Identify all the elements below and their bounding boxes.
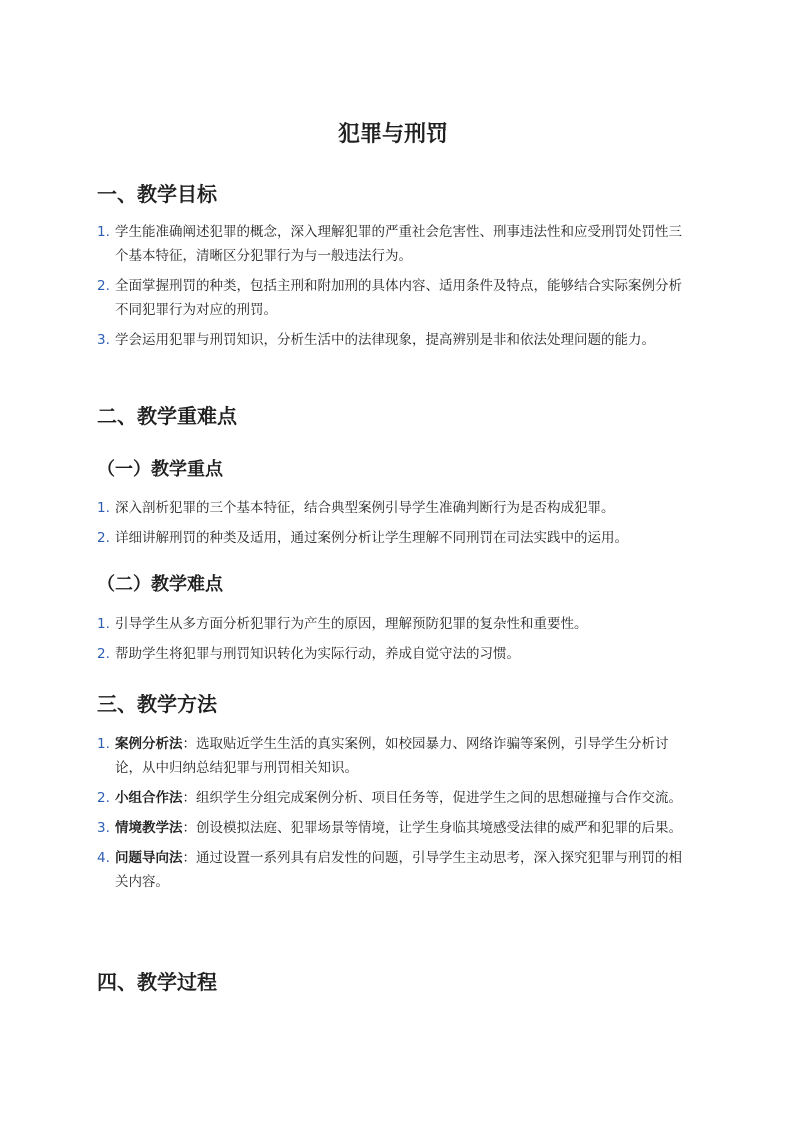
list-item-text: 详细讲解刑罚的种类及适用，通过案例分析让学生理解不同刑罚在司法实践中的运用。: [115, 530, 628, 546]
page-title: 犯罪与刑罚: [337, 122, 448, 147]
list-item-text: 全面掌握刑罚的种类，包括主刑和附加刑的具体内容、适用条件及特点，能够结合实际案例分析不同犯罪行为对应的刑罚。: [115, 278, 682, 318]
list-item: [97, 220, 689, 268]
list-item: [97, 846, 689, 894]
method-term: 问题导向法: [115, 850, 183, 866]
list-item-text: 深入剖析犯罪的三个基本特征，结合典型案例引导学生准确判断行为是否构成犯罪。: [115, 500, 615, 516]
list-item: [97, 732, 689, 780]
section-heading-key-points: 二、教学重难点: [97, 404, 237, 428]
list-number: 4.: [97, 850, 110, 866]
list-item: [97, 786, 689, 810]
list-item: [97, 328, 689, 352]
list-number: 1.: [97, 500, 110, 516]
section-heading-process: 四、教学过程: [97, 970, 217, 994]
list-number: 1.: [97, 736, 110, 752]
list-item: [97, 526, 689, 550]
subsection-heading-focus: （一）教学重点: [97, 459, 223, 480]
method-term: 小组合作法: [115, 790, 183, 806]
list-number: 3.: [97, 820, 110, 836]
section-heading-goals: 一、教学目标: [97, 182, 217, 206]
list-item: [97, 612, 689, 636]
list-number: 3.: [97, 332, 110, 348]
list-number: 2.: [97, 278, 110, 294]
list-number: 2.: [97, 646, 110, 662]
method-text: ：创设模拟法庭、犯罪场景等情境，让学生身临其境感受法律的威严和犯罪的后果。: [182, 820, 682, 836]
methods-list: [97, 732, 689, 900]
list-item: [97, 496, 689, 520]
method-term: 情境教学法: [115, 820, 183, 836]
list-item: [97, 816, 689, 840]
list-number: 1.: [97, 224, 110, 240]
list-item-text: 引导学生从多方面分析犯罪行为产生的原因，理解预防犯罪的复杂性和重要性。: [115, 616, 588, 632]
list-number: 2.: [97, 790, 110, 806]
method-term: 案例分析法: [115, 736, 183, 752]
list-item: [97, 642, 689, 666]
method-text: ：组织学生分组完成案例分析、项目任务等，促进学生之间的思想碰撞与合作交流。: [182, 790, 682, 806]
list-item: [97, 274, 689, 322]
goals-list: [97, 220, 689, 358]
subsection-heading-difficulty: （二）教学难点: [97, 574, 223, 595]
focus-list: [97, 496, 689, 556]
list-item-text: 帮助学生将犯罪与刑罚知识转化为实际行动，养成自觉守法的习惯。: [115, 646, 520, 662]
list-item-text: 学会运用犯罪与刑罚知识，分析生活中的法律现象，提高辨别是非和依法处理问题的能力。: [115, 332, 655, 348]
list-number: 1.: [97, 616, 110, 632]
method-text: ：选取贴近学生生活的真实案例，如校园暴力、网络诈骗等案例，引导学生分析讨论，从中归纳总结犯罪与刑罚相关知识。: [115, 736, 669, 776]
method-text: ：通过设置一系列具有启发性的问题，引导学生主动思考，深入探究犯罪与刑罚的相关内容。: [115, 850, 682, 890]
difficulty-list: [97, 612, 689, 672]
list-item-text: 学生能准确阐述犯罪的概念，深入理解犯罪的严重社会危害性、刑事违法性和应受刑罚处罚性三个基本特征，清晰区分犯罪行为与一般违法行为。: [115, 224, 682, 264]
section-heading-methods: 三、教学方法: [97, 692, 217, 716]
list-number: 2.: [97, 530, 110, 546]
